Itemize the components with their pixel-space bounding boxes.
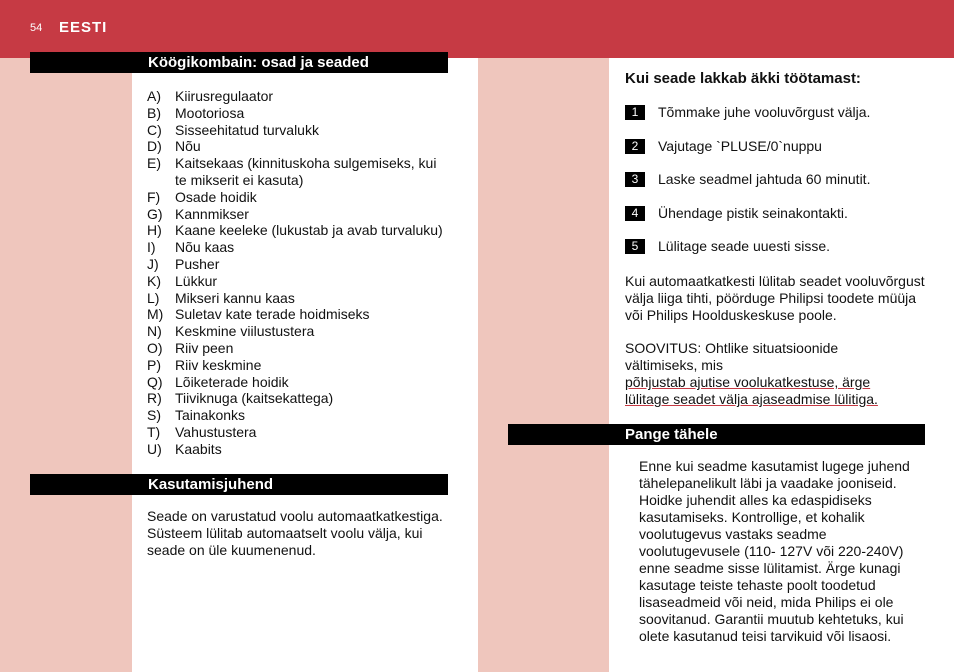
part-letter: S)	[147, 407, 161, 424]
parts-list	[147, 88, 447, 458]
part-item	[147, 206, 447, 223]
part-text: Kannmikser	[175, 205, 249, 222]
usage-section-heading	[30, 474, 448, 495]
step-text: Tõmmake juhe vooluvõrgust välja.	[658, 104, 871, 120]
auto-cutoff-paragraph: Kui automaatkatkesti lülitab seadet vooluvõrgust välja liiga tihti, pöörduge Philipsi toodete müüja või Philips Hoolduskeskuse poole.	[625, 273, 925, 323]
part-item	[147, 222, 447, 239]
part-text: Mootoriosa	[175, 104, 245, 121]
part-letter: I)	[147, 239, 156, 256]
part-text: Kaitsekaas (kinnituskoha sulgemiseks, kui te mikserit ei kasuta)	[175, 155, 437, 188]
step-number-badge: 1	[625, 105, 645, 120]
part-item	[147, 122, 447, 139]
part-letter: L)	[147, 289, 160, 306]
part-text: Sisseehitatud turvalukk	[175, 121, 319, 138]
part-letter: O)	[147, 339, 163, 356]
header-bar	[0, 0, 954, 58]
part-item	[147, 390, 447, 407]
part-letter: K)	[147, 272, 161, 289]
step-number-badge: 4	[625, 206, 645, 221]
step-item	[625, 171, 870, 205]
part-letter: E)	[147, 155, 161, 172]
part-text: Nõu kaas	[175, 239, 235, 256]
part-text: Mikseri kannu kaas	[175, 289, 295, 306]
part-text: Vahustustera	[175, 423, 257, 440]
part-letter: J)	[147, 255, 159, 272]
part-text: Osade hoidik	[175, 188, 257, 205]
step-number-badge: 2	[625, 139, 645, 154]
step-text: Ühendage pistik seinakontakti.	[658, 204, 848, 221]
note-paragraph: Enne kui seadme kasutamist lugege juhend tähelepanelikult läbi ja vaadake jooniseid. Hoidke juhendit alles ka edaspidiseks kasutamiseks. Kontrollige, et kohalik voolutugevus vastaks seadme voolutugevusele (110- 127V või 220-240V) enne seadme sisse lülitamist. Ärge kunagi kasutage teiste tehaste poolt toodetud lisaseadmeid või neid, mida Philips ei ole soovitanud. Garantii muutub kehtetuks, kui olete kasutanud teisi tarvikuid või lisaosi.	[639, 458, 910, 644]
step-item	[625, 238, 870, 272]
part-item	[147, 306, 447, 323]
part-letter: N)	[147, 323, 162, 340]
advice-line-1: SOOVITUS: Ohtlike situatsioonide vältimiseks, mis	[625, 340, 839, 373]
part-letter: A)	[147, 88, 161, 104]
advice-block	[625, 340, 910, 408]
parts-section-heading	[30, 52, 448, 73]
part-item	[147, 256, 447, 273]
part-letter: R)	[147, 390, 162, 407]
part-text: Riiv peen	[175, 339, 234, 356]
stop-heading: Kui seade lakkab äkki töötamast:	[625, 70, 861, 87]
part-letter: U)	[147, 440, 162, 457]
part-letter: Q)	[147, 373, 163, 390]
part-item	[147, 424, 447, 441]
step-text: Laske seadmel jahtuda 60 minutit.	[658, 171, 871, 188]
part-item	[147, 239, 447, 256]
part-letter: C)	[147, 121, 162, 138]
part-letter: B)	[147, 104, 161, 121]
part-text: Keskmine viilustustera	[175, 323, 315, 340]
part-text: Lõiketerade hoidik	[175, 373, 289, 390]
part-item	[147, 441, 447, 458]
left-margin-strip	[0, 58, 132, 672]
part-item	[147, 323, 447, 340]
part-item	[147, 189, 447, 206]
part-letter: M)	[147, 306, 164, 323]
part-text: Nõu	[175, 138, 201, 155]
part-item	[147, 290, 447, 307]
part-item	[147, 155, 447, 189]
step-number-badge: 3	[625, 172, 645, 187]
part-letter: H)	[147, 222, 162, 239]
part-text: Pusher	[175, 255, 220, 272]
part-text: Kaane keeleke (lukustab ja avab turvaluku)	[175, 222, 443, 239]
part-item	[147, 340, 447, 357]
part-text: Suletav kate terade hoidmiseks	[175, 306, 370, 323]
part-text: Riiv keskmine	[175, 356, 262, 373]
part-text: Tiiviknuga (kaitsekattega)	[175, 390, 334, 407]
note-section-heading	[508, 424, 925, 445]
part-item	[147, 88, 447, 105]
steps-list	[625, 104, 870, 272]
step-item	[625, 138, 870, 172]
part-item	[147, 105, 447, 122]
part-item	[147, 138, 447, 155]
part-letter: G)	[147, 205, 163, 222]
language-label: EESTI	[59, 19, 108, 36]
part-text: Lükkur	[175, 272, 218, 289]
step-text: Vajutage `PLUSE/0`nuppu	[658, 137, 822, 154]
part-letter: F)	[147, 188, 161, 205]
part-text: Tainakonks	[175, 407, 246, 424]
step-item	[625, 205, 870, 239]
part-letter: D)	[147, 138, 162, 155]
advice-line-2: põhjustab ajutise voolukatkestuse, ärge lülitage seadet välja ajaseadmise lülitiga.	[625, 374, 878, 407]
step-text: Lülitage seade uuesti sisse.	[658, 238, 830, 255]
part-text: Kaabits	[175, 440, 222, 457]
part-item	[147, 357, 447, 374]
usage-paragraph: Seade on varustatud voolu automaatkatkestiga. Süsteem lülitab automaatselt voolu välja, kui seade on üle kuumenenud.	[147, 508, 443, 558]
part-item	[147, 273, 447, 290]
part-letter: P)	[147, 356, 161, 373]
part-item	[147, 407, 447, 424]
step-item	[625, 104, 870, 138]
part-item	[147, 374, 447, 391]
part-letter: T)	[147, 423, 161, 440]
parts-title: Köögikombain: osad ja seaded	[148, 54, 369, 71]
note-title: Pange tähele	[625, 426, 718, 443]
usage-title: Kasutamisjuhend	[148, 476, 274, 493]
page-number: 54	[30, 22, 43, 34]
part-text: Kiirusregulaator	[175, 88, 274, 104]
right-margin-strip	[478, 58, 609, 672]
step-number-badge: 5	[625, 239, 645, 254]
